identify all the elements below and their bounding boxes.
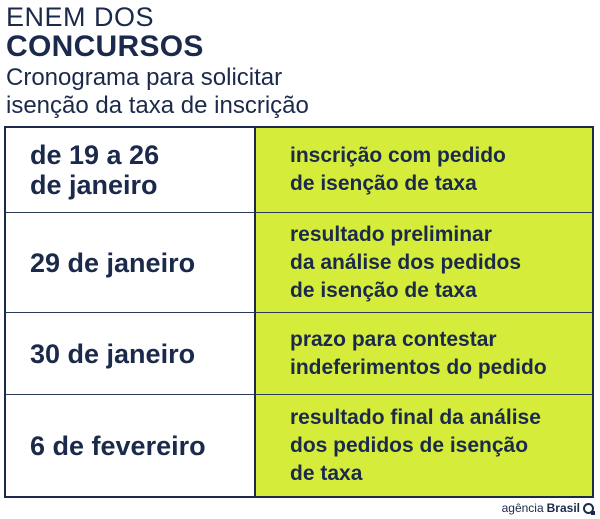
- agencia-brasil-logo: [502, 501, 594, 515]
- schedule-description: inscrição com pedido de isenção de taxa: [256, 128, 592, 212]
- schedule-date: 29 de janeiro: [6, 212, 256, 312]
- header: [6, 4, 309, 120]
- subtitle-line-1: Cronograma para solicitar: [6, 64, 283, 91]
- schedule-date: de 19 a 26 de janeiro: [6, 128, 256, 212]
- schedule-row: [6, 394, 592, 496]
- schedule-description: resultado final da análise dos pedidos de isenção de taxa: [256, 394, 592, 496]
- brand-mark-icon: [583, 503, 594, 514]
- schedule-description: resultado preliminar da análise dos pedidos de isenção de taxa: [256, 212, 592, 312]
- schedule-row: [6, 312, 592, 394]
- brand-name: Brasil: [546, 501, 580, 515]
- schedule-table: [4, 126, 594, 498]
- schedule-date: 6 de fevereiro: [6, 394, 256, 496]
- schedule-row: [6, 128, 592, 212]
- schedule-date: 30 de janeiro: [6, 312, 256, 394]
- title-line-1: ENEM DOS: [6, 2, 155, 32]
- subtitle-line-2: isenção da taxa de inscrição: [6, 92, 309, 119]
- brand-prefix: agência: [501, 501, 544, 515]
- schedule-description: prazo para contestar indeferimentos do pedido: [256, 312, 592, 394]
- title-line-2: CONCURSOS: [6, 30, 204, 63]
- schedule-row: [6, 212, 592, 312]
